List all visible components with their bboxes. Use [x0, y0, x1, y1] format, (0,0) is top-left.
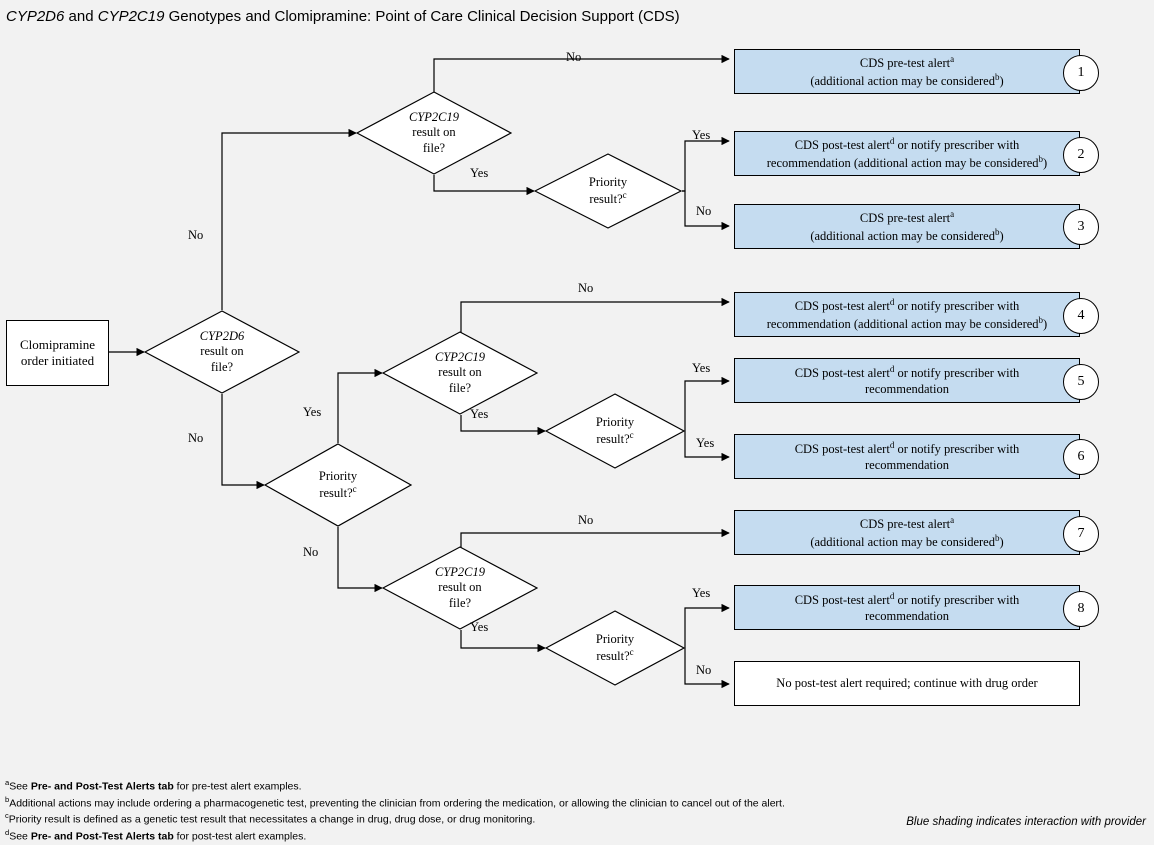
footnotes: [5, 778, 785, 845]
footnote-b-pre: Additional actions may include ordering a pharmacogenetic test, preventing the clinician from ordering the medication, or allowing the clinician to cancel out of the alert.: [9, 797, 785, 810]
decision-label: [589, 175, 627, 208]
outcome-line2-sup: b: [994, 532, 1000, 543]
outcome-line1-text: CDS post-test alert: [794, 298, 890, 313]
footnote-a-bold: Pre- and Post-Test Alerts tab: [30, 780, 174, 793]
outcome-box-9: [734, 661, 1080, 706]
decision-priority-top: [534, 153, 682, 229]
outcome-line1-sup: a: [950, 53, 955, 64]
decision-line2: result?: [319, 486, 353, 501]
edge-label-prioritytop-yes: Yes: [692, 128, 711, 142]
outcome-line1-post: or notify prescriber with: [894, 365, 1020, 380]
outcome-line1-sup: a: [950, 208, 955, 219]
outcome-line2-post: ): [999, 534, 1004, 549]
footnote-d-bold: Pre- and Post-Test Alerts tab: [30, 830, 174, 843]
outcome-line1-text: CDS post-test alert: [794, 441, 890, 456]
outcome-line1-text: CDS pre-test alert: [859, 516, 951, 531]
outcome-line2: [767, 154, 1047, 172]
decision-label: [409, 110, 459, 156]
outcome-line1-post: or notify prescriber with: [894, 298, 1020, 313]
outcome-number-badge-4: 4: [1063, 298, 1099, 334]
outcome-line1: [795, 440, 1020, 458]
footnote-a-pre: See: [9, 780, 31, 793]
outcome-box-4: [734, 292, 1080, 337]
decision-gene: CYP2C19: [434, 350, 485, 365]
footnote-c-mark: c: [5, 811, 9, 821]
footnote-b-mark: b: [5, 794, 10, 804]
outcome-line1: No post-test alert required; continue with drug order: [776, 675, 1038, 690]
outcome-line1: [795, 591, 1020, 609]
edge-label-cyp2c19bot-no: No: [578, 513, 594, 527]
outcome-box-6: [734, 434, 1080, 479]
outcome-line2-text: (additional action may be considered: [810, 73, 995, 88]
decision-line1: Priority: [595, 631, 635, 646]
decision-priority-mid: [264, 443, 412, 527]
outcome-line2-post: ): [1043, 316, 1048, 331]
outcome-line2: [810, 72, 1003, 90]
title-connector: and: [64, 8, 98, 25]
outcome-line1-post: or notify prescriber with: [894, 441, 1020, 456]
outcome-line2-post: ): [999, 228, 1004, 243]
outcome-line2: [767, 315, 1047, 333]
footnote-d: [5, 828, 785, 845]
outcome-line1: [795, 136, 1020, 154]
title-rest: Genotypes and Clomipramine: Point of Care Clinical Decision Support (CDS): [164, 8, 680, 25]
footnote-d-mark: d: [5, 828, 10, 838]
outcome-line2-text: recommendation (additional action may be considered: [766, 155, 1039, 170]
outcome-line2: recommendation: [865, 608, 949, 623]
edge-label-prioritybot-yes: Yes: [692, 586, 711, 600]
outcome-line2-sup: b: [994, 226, 1000, 237]
outcome-line1-sup: d: [889, 296, 895, 307]
outcome-box-7: [734, 510, 1080, 555]
decision-line2: result on: [200, 344, 244, 359]
decision-line1: Priority: [595, 414, 635, 429]
decision-line3: file?: [210, 359, 234, 374]
outcome-line1: [795, 297, 1020, 315]
decision-gene: CYP2C19: [408, 110, 459, 125]
outcome-line2-sup: b: [994, 71, 1000, 82]
outcome-line1: [795, 364, 1020, 382]
outcome-line1-text: CDS post-test alert: [794, 592, 890, 607]
footnote-d-post: for post-test alert examples.: [173, 830, 307, 843]
outcome-line2-post: ): [1043, 155, 1048, 170]
outcome-box-2: [734, 131, 1080, 176]
legend-note: Blue shading indicates interaction with provider: [906, 816, 1146, 828]
edge-label-prioritymid-no: No: [303, 545, 319, 559]
outcome-number-badge-3: 3: [1063, 209, 1099, 245]
outcome-line1-text: CDS post-test alert: [794, 365, 890, 380]
decision-line2: result?: [596, 649, 630, 664]
decision-cyp2d6-root: [144, 310, 300, 394]
edge-label-cyp2c19bot-yes: Yes: [470, 620, 489, 634]
decision-line3: file?: [448, 595, 472, 610]
outcome-line1-sup: d: [889, 590, 895, 601]
decision-line2: result on: [412, 125, 456, 140]
page-title: [6, 8, 680, 25]
decision-gene: CYP2C19: [434, 565, 485, 580]
edge-label-prioritymid2-yes: Yes: [692, 361, 711, 375]
outcome-line2: [810, 227, 1003, 245]
outcome-line2: recommendation: [865, 381, 949, 396]
outcome-number-badge-8: 8: [1063, 591, 1099, 627]
outcome-line2-text: (additional action may be considered: [810, 534, 995, 549]
title-gene-cyp2c19: CYP2C19: [97, 8, 165, 25]
start-node-line2: order initiated: [20, 353, 95, 368]
outcome-number-badge-1: 1: [1063, 55, 1099, 91]
edge-label-prioritymid2-no: Yes: [696, 436, 715, 450]
decision-label: [596, 632, 634, 665]
outcome-box-8: [734, 585, 1080, 630]
decision-label: [319, 469, 357, 502]
edge-label-cyp2c19top-yes: Yes: [470, 166, 489, 180]
decision-footnote-mark: c: [629, 429, 634, 440]
decision-priority-mid2: [545, 393, 685, 469]
outcome-line2: [810, 533, 1003, 551]
edge-label-prioritybot-no: No: [696, 663, 712, 677]
footnote-a-mark: a: [5, 778, 10, 787]
decision-cyp2c19-mid: [382, 331, 538, 415]
decision-priority-bottom: [545, 610, 685, 686]
start-node: [6, 320, 109, 386]
decision-label: [435, 350, 485, 396]
decision-line3: file?: [422, 140, 446, 155]
outcome-number-badge-5: 5: [1063, 364, 1099, 400]
title-gene-cyp2d6: CYP2D6: [6, 8, 65, 25]
outcome-line1-text: CDS pre-test alert: [859, 210, 951, 225]
footnote-a: [5, 778, 785, 795]
outcome-box-1: [734, 49, 1080, 94]
footnote-c: [5, 811, 785, 828]
outcome-number-badge-2: 2: [1063, 137, 1099, 173]
outcome-line1-text: CDS pre-test alert: [859, 55, 951, 70]
decision-label: [435, 565, 485, 611]
decision-line1: Priority: [318, 468, 358, 483]
edge-label-cyp2c19mid-yes: Yes: [470, 407, 489, 421]
outcome-line2-post: ): [999, 73, 1004, 88]
decision-label: [596, 415, 634, 448]
decision-footnote-mark: c: [352, 483, 357, 494]
outcome-line1-sup: d: [889, 439, 895, 450]
decision-footnote-mark: c: [629, 646, 634, 657]
outcome-number-badge-6: 6: [1063, 439, 1099, 475]
start-node-line1: Clomipramine: [19, 336, 96, 352]
outcome-box-3: [734, 204, 1080, 249]
outcome-line1-post: or notify prescriber with: [894, 137, 1020, 152]
decision-line2: result?: [596, 432, 630, 447]
outcome-line1-post: or notify prescriber with: [894, 592, 1020, 607]
outcome-line1-sup: d: [889, 363, 895, 374]
outcome-line1-sup: a: [950, 514, 955, 525]
outcome-line1: [860, 209, 954, 227]
decision-cyp2c19-top: [356, 91, 512, 175]
footnote-c-pre: Priority result is defined as a genetic test result that necessitates a change in drug, drug dose, or drug monitoring.: [8, 813, 536, 826]
edge-label-cyp2c19mid-no: No: [578, 281, 594, 295]
edge-label-cyp2d6-yes: No: [188, 431, 204, 445]
outcome-box-5: [734, 358, 1080, 403]
outcome-line2: recommendation: [865, 457, 949, 472]
decision-cyp2c19-bottom: [382, 546, 538, 630]
outcome-line2-sup: b: [1038, 153, 1044, 164]
footnote-d-pre: See: [9, 830, 31, 843]
edge-label-cyp2d6-no: No: [188, 228, 204, 242]
decision-line1: Priority: [588, 174, 628, 189]
decision-line2: result on: [438, 365, 482, 380]
footnote-b: [5, 795, 785, 812]
outcome-line2-text: recommendation (additional action may be considered: [766, 316, 1039, 331]
outcome-line1-text: CDS post-test alert: [794, 137, 890, 152]
edge-label-cyp2c19top-no: No: [566, 50, 582, 64]
decision-label: [200, 329, 244, 375]
outcome-line2-sup: b: [1038, 314, 1044, 325]
outcome-line1: [860, 54, 954, 72]
edge-label-prioritymid-yes: Yes: [303, 405, 322, 419]
decision-line2: result on: [438, 580, 482, 595]
outcome-line2-text: (additional action may be considered: [810, 228, 995, 243]
footnote-a-post: for pre-test alert examples.: [173, 780, 302, 793]
edge-label-prioritytop-no: No: [696, 204, 712, 218]
outcome-line1: [860, 515, 954, 533]
decision-line2: result?: [589, 192, 623, 207]
outcome-number-badge-7: 7: [1063, 516, 1099, 552]
outcome-line1-sup: d: [889, 135, 895, 146]
decision-footnote-mark: c: [622, 189, 627, 200]
decision-line3: file?: [448, 380, 472, 395]
decision-gene: CYP2D6: [199, 329, 245, 344]
